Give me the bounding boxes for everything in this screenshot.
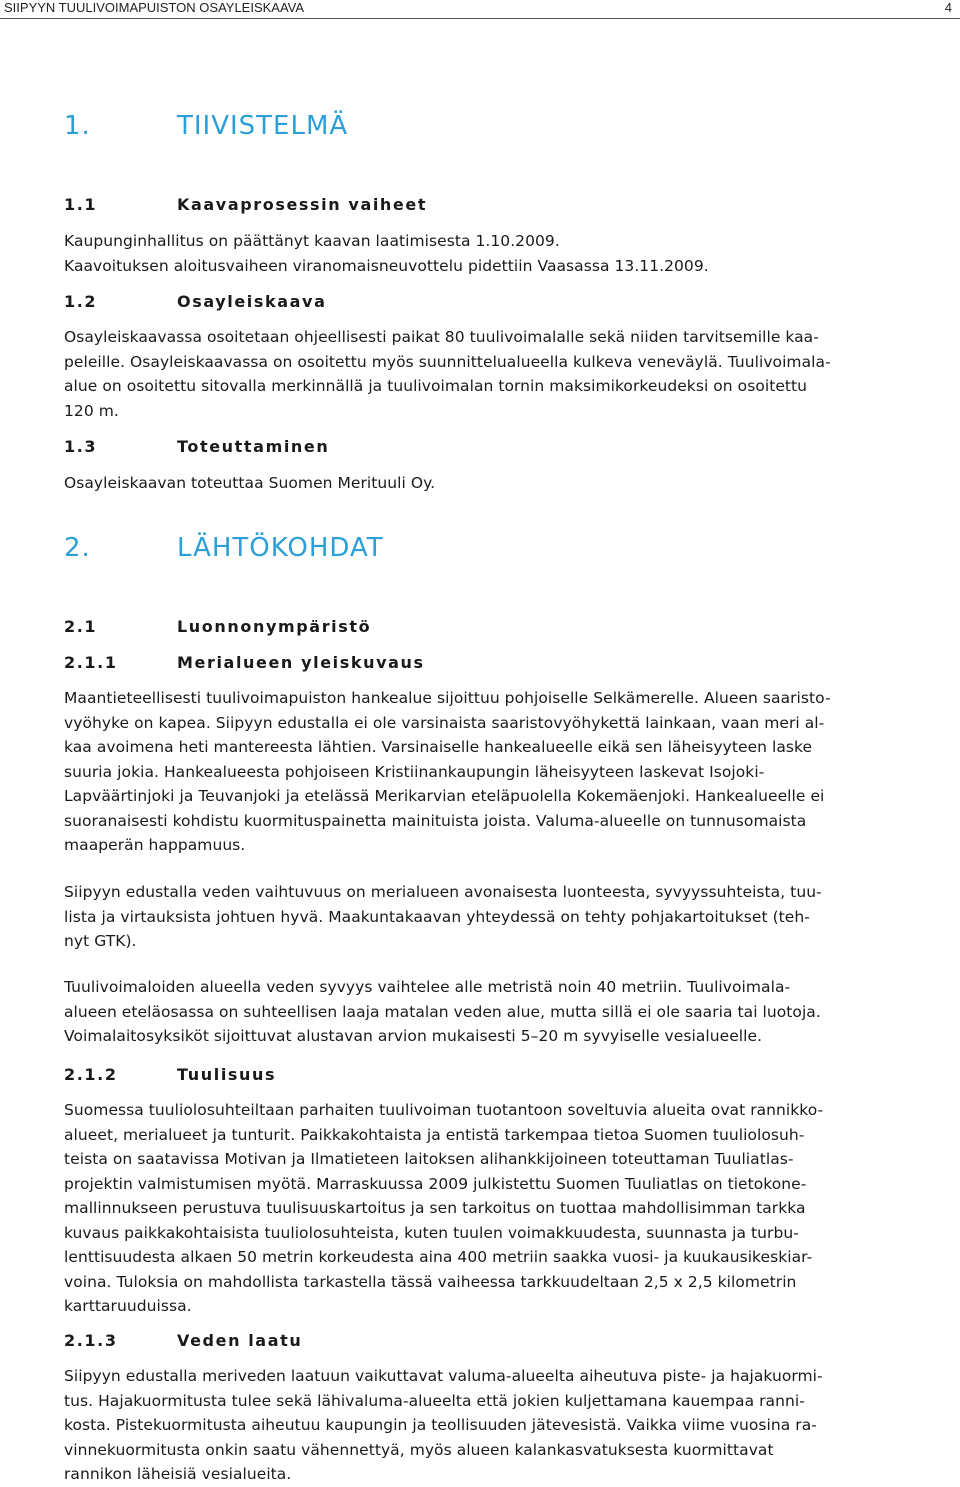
heading-2-1-3-number: 2.1.3 <box>64 1331 118 1350</box>
heading-2-title: LÄHTÖKOHDAT <box>177 533 384 563</box>
text-line: teista on saatavissa Motivan ja Ilmatieteen laitoksen alihankkijoineen toteuttaman Tuuliatlas- <box>64 1150 794 1168</box>
text-line: alueen eteläosassa on suhteellisen laaja matalan veden alue, mutta sillä ei ole saaria tai luotoja. <box>64 1002 821 1021</box>
text-line: lista ja virtauksista johtuen hyvä. Maakuntakaavan yhteydessä on tehty pohjakartoitukset (teh- <box>64 907 810 926</box>
text-line: 120 m. <box>64 401 119 420</box>
heading-1-2-number: 1.2 <box>64 292 98 311</box>
text-line: Osayleiskaavassa osoitetaan ohjeellisesti paikat 80 tuulivoimalalle sekä niiden tarvitsemille kaa- <box>64 328 819 346</box>
text-line: kuvaus paikkakohtaisista tuuliolosuhteista, kuten tuulen voimakkuudesta, suunnasta ja turbu- <box>64 1223 799 1242</box>
heading-1-3-title: Toteuttaminen <box>177 437 330 456</box>
heading-2-1-3-title: Veden laatu <box>177 1331 303 1350</box>
text-line: Lapväärtinjoki ja Teuvanjoki ja etelässä Merikarvian eteläpuolella Kokemäenjoki. Hankealueelle ei <box>64 787 825 805</box>
text-line: projektin valmistumisen myötä. Marraskuussa 2009 julkistettu Suomen Tuuliatlas on tietokone- <box>64 1174 807 1193</box>
paragraph-2-1-1-a <box>64 686 944 858</box>
text-line: Tuulivoimaloiden alueella veden syvyys vaihtelee alle metristä noin 40 metriin. Tuulivoimala- <box>64 978 791 996</box>
heading-2-1-number: 2.1 <box>64 617 98 636</box>
paragraph-2-1-1-b <box>64 880 944 954</box>
text-line: alueet, merialueet ja tunturit. Paikkakohtaista ja entistä tarkempaa tietoa Suomen tuuliolosuh- <box>64 1125 805 1144</box>
paragraph-1-3 <box>64 471 944 496</box>
running-header <box>0 0 960 22</box>
heading-1-title: TIIVISTELMÄ <box>177 111 349 141</box>
heading-2-number: 2. <box>64 533 91 563</box>
heading-1-3-number: 1.3 <box>64 437 98 456</box>
heading-2-1-title: Luonnonympäristö <box>177 617 372 636</box>
text-line: Kaavoituksen aloitusvaiheen viranomaisneuvottelu pidettiin Vaasassa 13.11.2009. <box>64 256 709 275</box>
text-line: vinnekuormitusta onkin saatu vähennettyä, myös alueen kalankasvatuksesta kuormittavat <box>64 1440 774 1459</box>
text-line: Kaupunginhallitus on päättänyt kaavan laatimisesta 1.10.2009. <box>64 232 560 250</box>
text-line: Osayleiskaavan toteuttaa Suomen Merituuli Oy. <box>64 474 436 492</box>
heading-2-1-2-number: 2.1.2 <box>64 1065 118 1084</box>
text-line: alue on osoitettu sitovalla merkinnällä ja tuulivoimalan tornin maksimikorkeudeksi on osoitettu <box>64 377 808 395</box>
text-line: Siipyyn edustalla veden vaihtuvuus on merialueen avonaisesta luonteesta, syvyyssuhteista, tuu- <box>64 883 822 901</box>
document-title: SIIPYYN TUULIVOIMAPUISTON OSAYLEISKAAVA <box>4 0 305 15</box>
paragraph-2-1-3 <box>64 1364 944 1487</box>
text-line: suuria jokia. Hankealueesta pohjoiseen Kristiinankaupungin läheisyyteen laskevat Isojoki- <box>64 762 765 781</box>
heading-1-2-title: Osayleiskaava <box>177 292 327 311</box>
heading-1-1-number: 1.1 <box>64 195 98 214</box>
text-line: kaa avoimena heti mantereesta lähtien. Varsinaiselle hankealueelle eikä sen läheisyyteen laske <box>64 738 813 756</box>
text-line: tus. Hajakuormitusta tulee sekä lähivaluma-alueelta että jokien kuljettamana kauempaa ranni- <box>64 1391 805 1410</box>
text-line: mallinnukseen perustuva tuulisuuskartoitus ja sen tarkoitus on tuottaa mahdollisimman tarkka <box>64 1199 806 1217</box>
heading-2-1-1-number: 2.1.1 <box>64 653 118 672</box>
text-line: Maantieteellisesti tuulivoimapuiston hankealue sijoittuu pohjoiselle Selkämerelle. Alueen saaristo- <box>64 689 831 707</box>
heading-2-1-2-title: Tuulisuus <box>177 1065 277 1084</box>
text-line: maaperän happamuus. <box>64 836 246 854</box>
text-line: suoranaisesti kohdistu kuormituspainetta mainituista joista. Valuma-alueelle on tunnusomaista <box>64 811 807 830</box>
text-line: nyt GTK). <box>64 932 137 950</box>
text-line: vyöhyke on kapea. Siipyyn edustalla ei ole varsinaista saaristovyöhykettä lainkaan, vaan meri al- <box>64 713 825 732</box>
heading-1-number: 1. <box>64 111 91 141</box>
paragraph-1-2 <box>64 325 944 423</box>
text-line: voina. Tuloksia on mahdollista tarkastella tässä vaiheessa tarkkuudeltaan 2,5 x 2,5 kilometrin <box>64 1272 797 1291</box>
paragraph-1-1 <box>64 229 944 278</box>
paragraph-2-1-1-c <box>64 975 944 1049</box>
text-line: peleille. Osayleiskaavassa on osoitettu myös suunnittelualueella kulkeva veneväylä. Tuulivoimala- <box>64 352 831 371</box>
text-line: Suomessa tuuliolosuhteiltaan parhaiten tuulivoiman tuotantoon soveltuvia alueita ovat rannikko- <box>64 1101 824 1119</box>
heading-1-1-title: Kaavaprosessin vaiheet <box>177 195 428 214</box>
text-line: lenttisuudesta alkaen 50 metrin korkeudesta aina 400 metriin saakka vuosi- ja kuukausikeskiar- <box>64 1248 813 1266</box>
paragraph-2-1-2 <box>64 1098 944 1319</box>
page-number: 4 <box>944 0 952 15</box>
text-line: rannikon läheisiä vesialueita. <box>64 1465 292 1483</box>
header-rule <box>0 18 960 19</box>
text-line: karttaruuduissa. <box>64 1297 192 1315</box>
text-line: Siipyyn edustalla meriveden laatuun vaikuttavat valuma-alueelta aiheutuva piste- ja hajakuormi- <box>64 1367 823 1385</box>
text-line: Voimalaitosyksiköt sijoittuvat alustavan arvion mukaisesti 5–20 m syvyiselle vesialueelle. <box>64 1027 763 1045</box>
heading-2-1-1-title: Merialueen yleiskuvaus <box>177 653 425 672</box>
text-line: kosta. Pistekuormitusta aiheutuu kaupungin ja teollisuuden jätevesistä. Vaikka viime vuosina ra- <box>64 1416 817 1434</box>
